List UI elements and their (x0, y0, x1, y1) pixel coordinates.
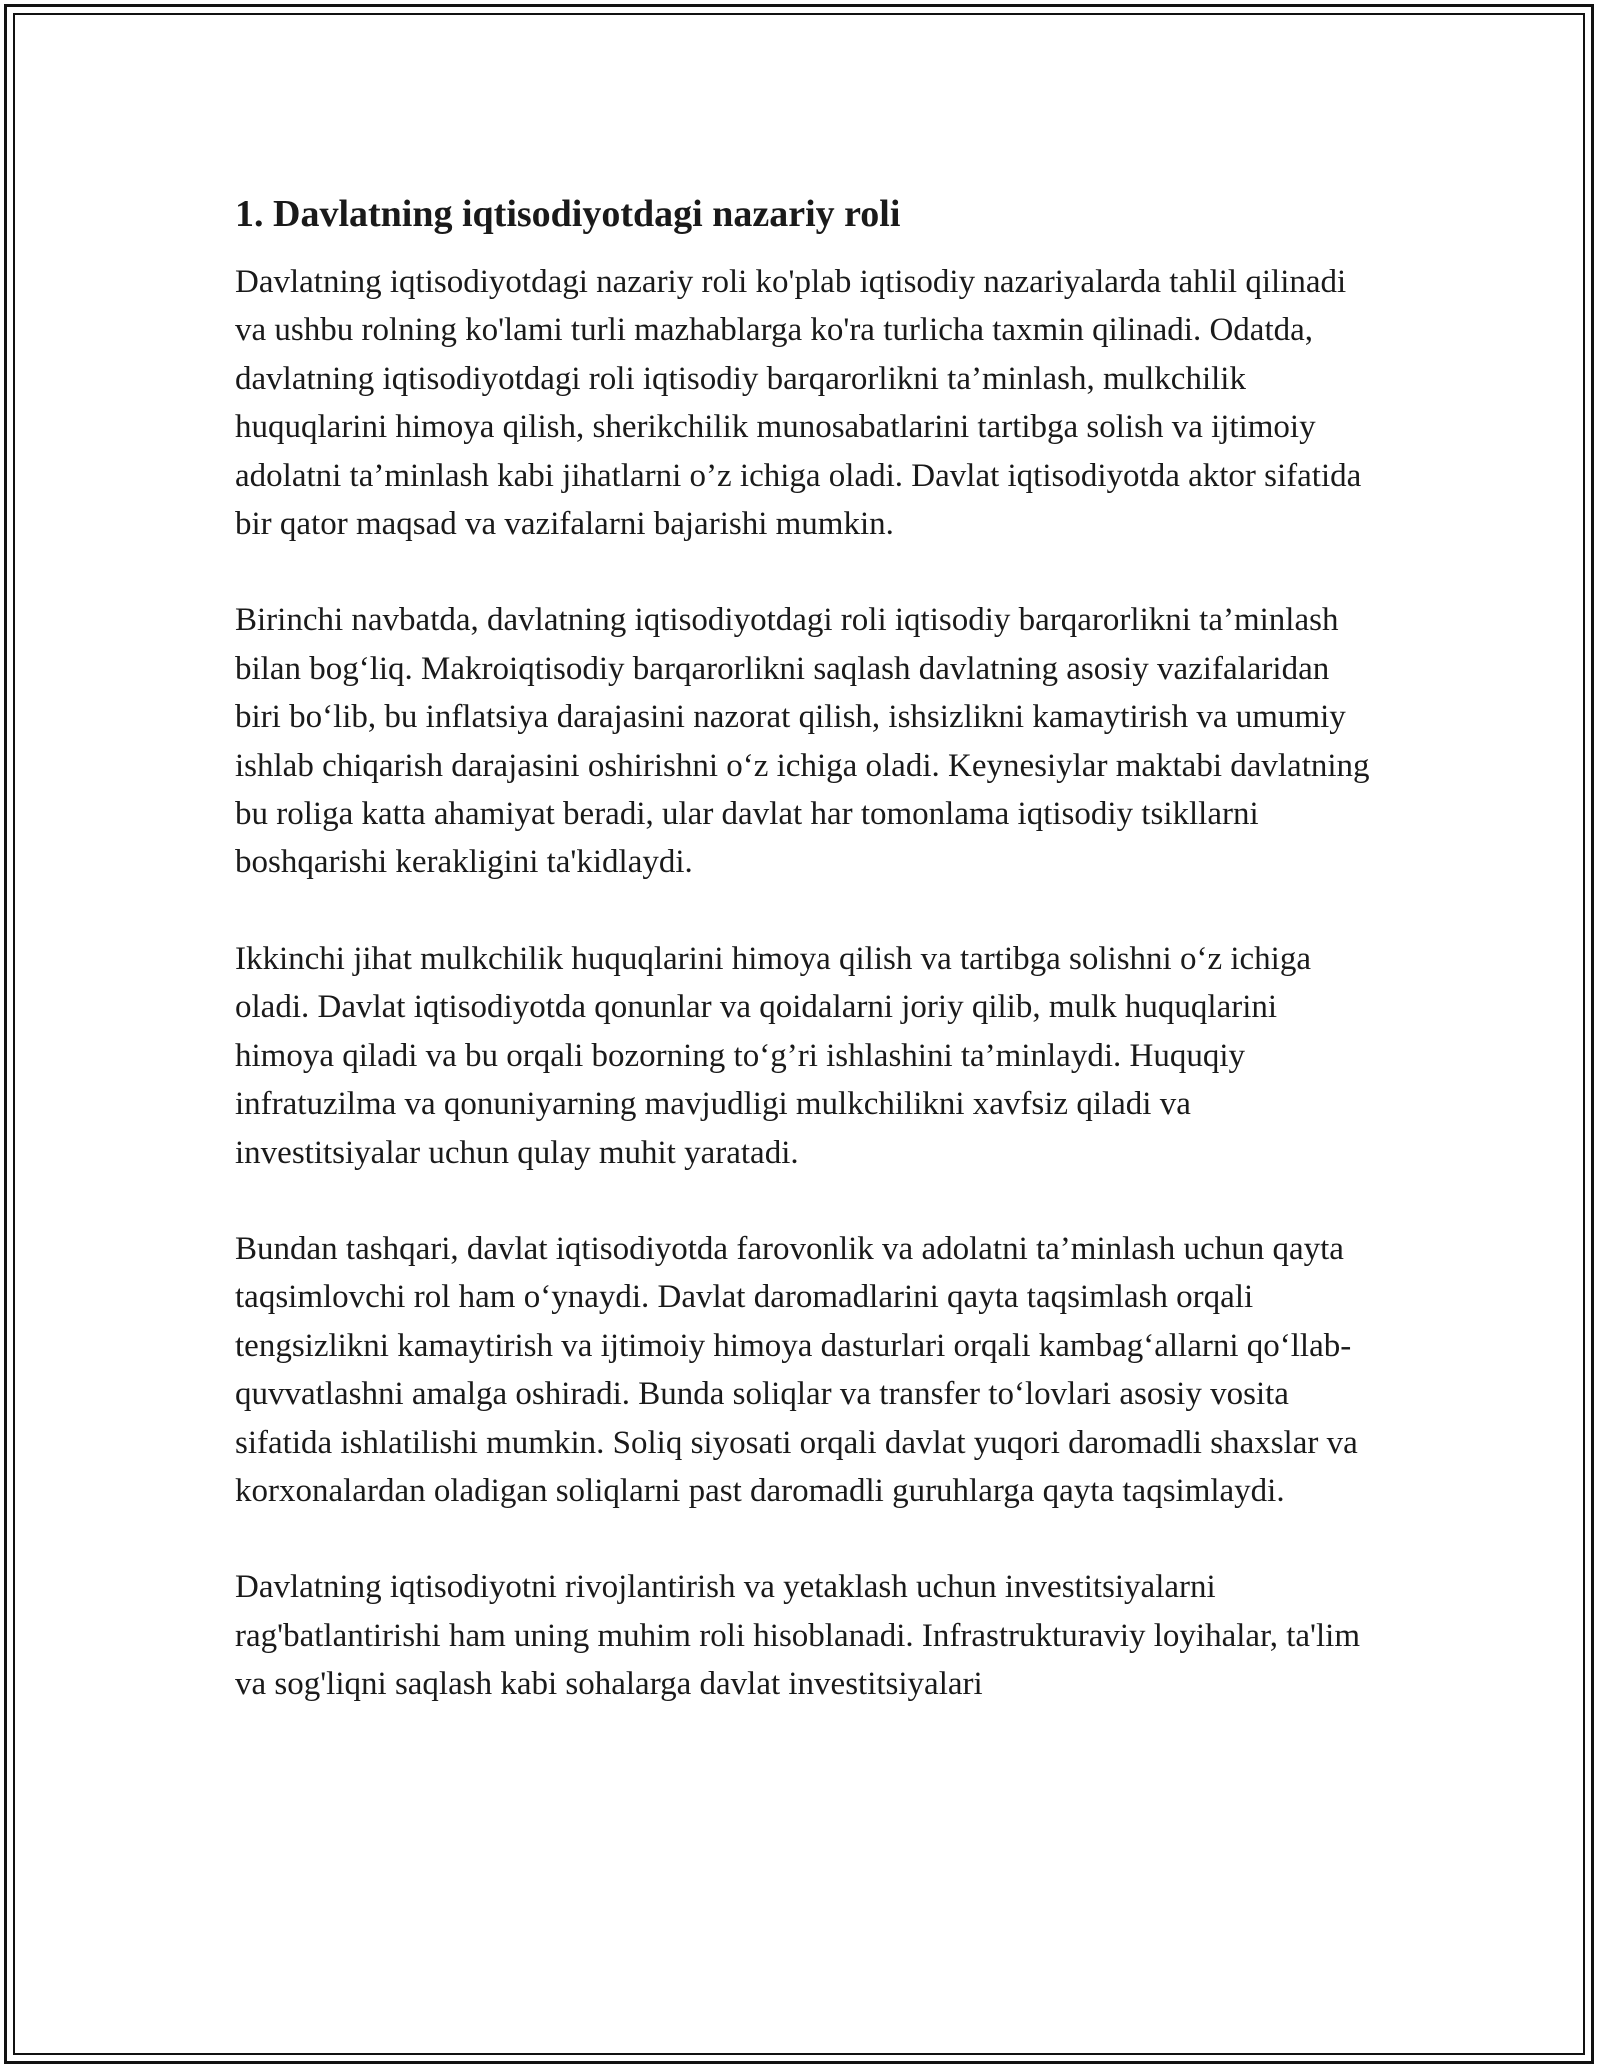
paragraph-1: Davlatning iqtisodiyotdagi nazariy roli ko'plab iqtisodiy nazariyalarda tahlil qilinadi va ushbu rolning ko'lami turli mazhablarga ko'ra turlicha taxmin qilinadi. Odatda, davlatning iqtisodiyotdagi roli iqtisodiy barqarorlikni ta’minlash, mulkchilik huquqlarini himoya qilish, sherikchilik munosabatlarini tartibga solish va ijtimoiy adolatni ta’minlash kabi jihatlarni o’z ichiga oladi. Davlat iqtisodiyotda aktor sifatida bir qator maqsad va vazifalarni bajarishi mumkin. (235, 264, 1362, 543)
document-body (235, 188, 1370, 1757)
paragraph-5: Davlatning iqtisodiyotni rivojlantirish va yetaklash uchun investitsiyalarni rag'batlantirishi ham uning muhim roli hisoblanadi. Infrastrukturaviy loyihalar, ta'lim va sog'liqni saqlash kabi sohalarga davlat investitsiyalari (235, 1569, 1360, 1703)
paragraph-4: Bundan tashqari, davlat iqtisodiyotda farovonlik va adolatni ta’minlash uchun qayta taqsimlovchi rol ham o‘ynaydi. Davlat daromadlarini qayta taqsimlash orqali tengsizlikni kamaytirish va ijtimoiy himoya dasturlari orqali kambag‘allarni qo‘llab-quvvatlashni amalga oshiradi. Bunda soliqlar va transfer to‘lovlari asosiy vosita sifatida ishlatilishi mumkin. Soliq siyosati orqali davlat yuqori daromadli shaxslar va korxonalardan oladigan soliqlarni past daromadli guruhlarga qayta taqsimlaydi. (235, 1230, 1358, 1509)
paragraph-2: Birinchi navbatda, davlatning iqtisodiyotdagi roli iqtisodiy barqarorlikni ta’minlash bilan bog‘liq. Makroiqtisodiy barqarorlikni saqlash davlatning asosiy vazifalaridan biri bo‘lib, bu inflatsiya darajasini nazorat qilish, ishsizlikni kamaytirish va umumiy ishlab chiqarish darajasini oshirishni o‘z ichiga oladi. Keynesiylar maktabi davlatning bu roliga katta ahamiyat beradi, ular davlat har tomonlama iqtisodiy tsikllarni boshqarishi kerakligini ta'kidlaydi. (235, 602, 1370, 881)
section-heading: 1. Davlatning iqtisodiyotdagi nazariy roli (235, 193, 901, 235)
paragraph-3: Ikkinchi jihat mulkchilik huquqlarini himoya qilish va tartibga solishni o‘z ichiga oladi. Davlat iqtisodiyotda qonunlar va qoidalarni joriy qilib, mulk huquqlarini himoya qiladi va bu orqali bozorning to‘g’ri ishlashini ta’minlaydi. Huquqiy infratuzilma va qonuniyarning mavjudligi mulkchilikni xavfsiz qiladi va investitsiyalar uchun qulay muhit yaratadi. (235, 940, 1311, 1171)
